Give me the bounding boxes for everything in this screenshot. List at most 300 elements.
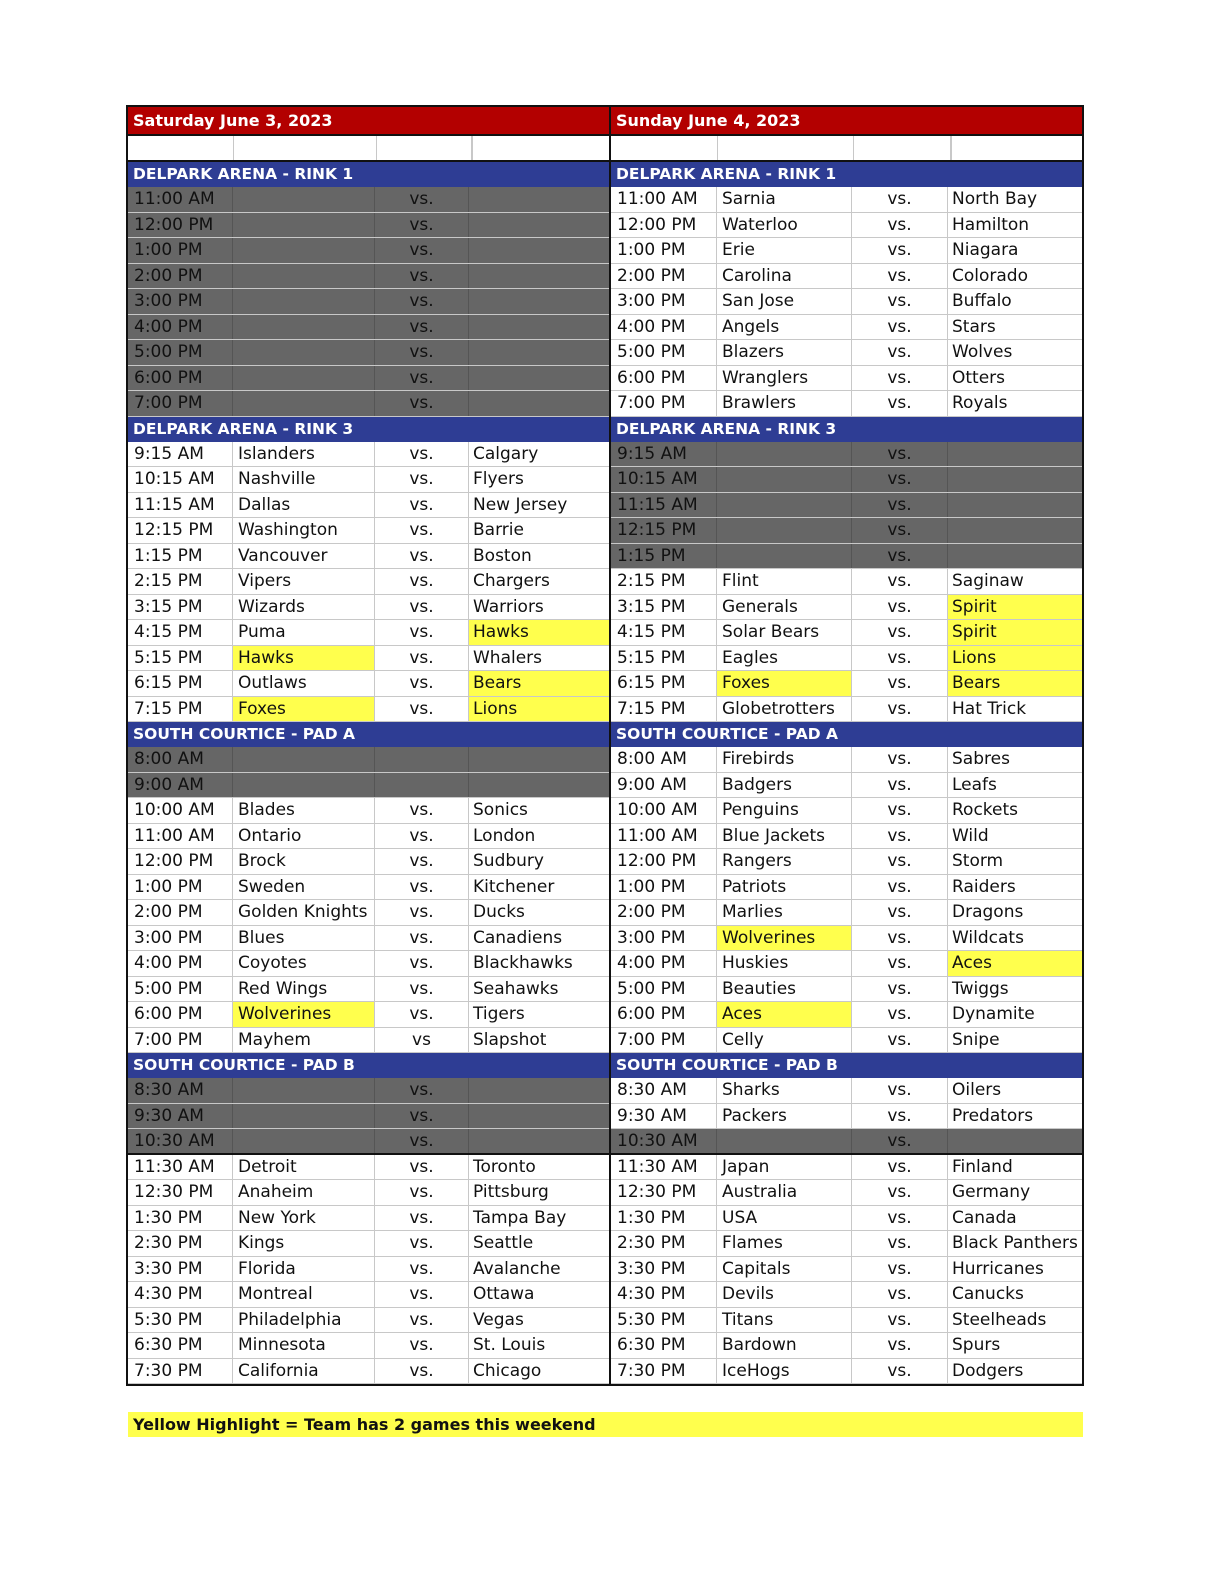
game-time: 4:00 PM — [128, 315, 233, 340]
home-team: Marlies — [717, 900, 852, 925]
game-row — [611, 1282, 1082, 1308]
game-row — [611, 315, 1082, 341]
away-team: Sabres — [952, 749, 1010, 769]
game-row — [611, 1257, 1082, 1283]
home-team: Blazers — [717, 340, 852, 365]
game-row — [128, 569, 609, 595]
versus-label: vs. — [375, 849, 469, 874]
home-team: Erie — [717, 238, 852, 263]
versus-label: vs. — [375, 213, 469, 238]
versus-label: vs. — [852, 1257, 948, 1282]
away-team — [469, 391, 609, 416]
game-row — [611, 569, 1082, 595]
away-team: Raiders — [952, 876, 1016, 897]
home-team — [233, 264, 375, 289]
away-team: Whalers — [473, 647, 543, 668]
versus-label: vs. — [852, 1206, 948, 1231]
game-row — [128, 366, 609, 392]
game-time: 2:15 PM — [611, 569, 717, 594]
versus-label: vs. — [375, 518, 469, 543]
game-time: 12:30 PM — [611, 1180, 717, 1205]
home-team: Beauties — [717, 977, 852, 1002]
venue-header: DELPARK ARENA - RINK 3 — [128, 417, 609, 442]
game-time: 5:15 PM — [128, 646, 233, 671]
game-row — [611, 213, 1082, 239]
home-team: Capitals — [717, 1257, 852, 1282]
away-team — [948, 544, 1082, 569]
versus-label: vs. — [852, 467, 948, 492]
game-row — [611, 773, 1082, 799]
versus-label: vs. — [375, 926, 469, 951]
versus-label: vs. — [852, 544, 948, 569]
home-team — [717, 442, 852, 467]
home-team: Japan — [717, 1155, 852, 1180]
versus-label: vs. — [852, 697, 948, 722]
versus-label: vs. — [852, 900, 948, 925]
game-row — [611, 824, 1082, 850]
versus-label: vs. — [375, 493, 469, 518]
venue-header: SOUTH COURTICE - PAD B — [128, 1053, 609, 1078]
game-time: 2:00 PM — [611, 900, 717, 925]
game-row — [128, 875, 609, 901]
game-row — [128, 773, 609, 799]
game-time: 3:00 PM — [611, 289, 717, 314]
game-time: 9:15 AM — [611, 442, 717, 467]
away-team: Otters — [952, 367, 1006, 388]
versus-label: vs. — [852, 1002, 948, 1027]
game-time: 9:15 AM — [128, 442, 233, 467]
versus-label: vs. — [852, 391, 948, 416]
home-team: Philadelphia — [233, 1308, 375, 1333]
home-team: Australia — [717, 1180, 852, 1205]
home-team: Devils — [717, 1282, 852, 1307]
away-team: Lions — [469, 697, 609, 722]
game-time: 6:00 PM — [611, 1002, 717, 1027]
home-team — [233, 1104, 375, 1129]
away-team: Spirit — [948, 595, 1082, 620]
home-team: Minnesota — [233, 1333, 375, 1358]
game-time: 1:00 PM — [128, 238, 233, 263]
game-row — [611, 671, 1082, 697]
game-time: 3:30 PM — [128, 1257, 233, 1282]
game-time: 8:30 AM — [128, 1078, 233, 1103]
versus-label: vs. — [375, 1206, 469, 1231]
game-time: 1:30 PM — [611, 1206, 717, 1231]
game-row — [611, 1333, 1082, 1359]
game-time: 5:00 PM — [128, 340, 233, 365]
away-team: Snipe — [952, 1029, 1000, 1050]
home-team: Puma — [233, 620, 375, 645]
game-time: 3:00 PM — [611, 926, 717, 951]
game-row — [611, 900, 1082, 926]
away-team: Colorado — [952, 265, 1028, 286]
home-team — [717, 544, 852, 569]
versus-label: vs. — [375, 875, 469, 900]
game-time: 12:00 PM — [611, 213, 717, 238]
game-row — [128, 1282, 609, 1308]
versus-label: vs. — [852, 849, 948, 874]
versus-label: vs. — [852, 569, 948, 594]
versus-label: vs. — [852, 493, 948, 518]
game-row — [128, 264, 609, 290]
game-time: 10:00 AM — [128, 798, 233, 823]
game-time: 4:00 PM — [611, 315, 717, 340]
game-row — [128, 900, 609, 926]
game-time: 6:15 PM — [611, 671, 717, 696]
away-team: Tampa Bay — [473, 1207, 567, 1228]
home-team — [233, 315, 375, 340]
away-team — [469, 340, 609, 365]
versus-label: vs. — [852, 238, 948, 263]
away-team: Chicago — [473, 1360, 542, 1381]
home-team — [233, 773, 375, 798]
versus-label: vs. — [375, 315, 469, 340]
game-time: 6:15 PM — [128, 671, 233, 696]
game-row — [128, 289, 609, 315]
home-team: Ontario — [233, 824, 375, 849]
game-row — [128, 1180, 609, 1206]
versus-label: vs. — [375, 289, 469, 314]
game-time: 7:00 PM — [611, 1028, 717, 1053]
home-team — [233, 340, 375, 365]
away-team — [469, 747, 609, 772]
game-time: 2:30 PM — [611, 1231, 717, 1256]
versus-label: vs. — [375, 1078, 469, 1103]
home-team: Angels — [717, 315, 852, 340]
versus-label: vs. — [375, 900, 469, 925]
game-row — [128, 1359, 609, 1385]
game-row — [611, 646, 1082, 672]
game-row — [611, 1129, 1082, 1155]
game-row — [611, 1206, 1082, 1232]
versus-label: vs. — [852, 1078, 948, 1103]
game-time: 9:00 AM — [128, 773, 233, 798]
versus-label: vs. — [375, 1002, 469, 1027]
away-team — [948, 467, 1082, 492]
game-row — [611, 544, 1082, 570]
game-time: 1:00 PM — [611, 875, 717, 900]
game-time: 1:15 PM — [611, 544, 717, 569]
away-team: Storm — [952, 851, 1004, 871]
home-team — [717, 467, 852, 492]
game-row — [611, 238, 1082, 264]
away-team: Dynamite — [952, 1004, 1035, 1024]
home-team: Bardown — [717, 1333, 852, 1358]
day-header: Saturday June 3, 2023 — [128, 107, 609, 136]
game-row — [128, 467, 609, 493]
game-time: 11:30 AM — [611, 1155, 717, 1180]
home-team: Flames — [717, 1231, 852, 1256]
home-team: Detroit — [233, 1155, 375, 1180]
home-team: Anaheim — [233, 1180, 375, 1205]
game-row — [128, 1129, 609, 1155]
game-time: 4:00 PM — [611, 951, 717, 976]
game-time: 8:30 AM — [611, 1078, 717, 1103]
away-team — [948, 493, 1082, 518]
versus-label: vs. — [852, 1333, 948, 1358]
game-row — [611, 697, 1082, 723]
game-row — [611, 875, 1082, 901]
versus-label: vs. — [852, 671, 948, 696]
away-team: Flyers — [473, 469, 524, 489]
venue-list — [128, 162, 609, 1384]
away-team: Slapshot — [473, 1029, 547, 1050]
home-team: Florida — [233, 1257, 375, 1282]
game-time: 7:30 PM — [611, 1359, 717, 1384]
versus-label: vs. — [852, 1231, 948, 1256]
away-team: Barrie — [473, 520, 524, 540]
game-row — [128, 1257, 609, 1283]
venue-header: SOUTH COURTICE - PAD B — [611, 1053, 1082, 1078]
away-team: Steelheads — [952, 1309, 1047, 1330]
game-row — [128, 697, 609, 723]
away-team — [469, 213, 609, 238]
away-team: Blackhawks — [473, 953, 573, 973]
versus-label: vs. — [375, 1231, 469, 1256]
versus-label: vs. — [375, 697, 469, 722]
away-team: St. Louis — [473, 1335, 546, 1355]
away-team: Bears — [469, 671, 609, 696]
game-time: 7:15 PM — [611, 697, 717, 722]
home-team — [233, 213, 375, 238]
away-team — [469, 264, 609, 289]
away-team: Oilers — [952, 1080, 1002, 1100]
game-row — [611, 1028, 1082, 1054]
versus-label: vs. — [375, 1155, 469, 1180]
game-row — [128, 544, 609, 570]
game-time: 12:15 PM — [128, 518, 233, 543]
home-team: San Jose — [717, 289, 852, 314]
away-team: Ducks — [473, 902, 525, 922]
game-row — [611, 1231, 1082, 1257]
versus-label: vs. — [852, 366, 948, 391]
away-team — [469, 1078, 609, 1103]
away-team: Hat Trick — [952, 698, 1027, 719]
game-time: 7:30 PM — [128, 1359, 233, 1384]
versus-label: vs. — [375, 1359, 469, 1384]
game-time: 11:00 AM — [128, 824, 233, 849]
away-team: Sudbury — [473, 851, 544, 871]
away-team: Canadiens — [473, 927, 563, 948]
versus-label: vs. — [852, 1104, 948, 1129]
game-time: 4:15 PM — [128, 620, 233, 645]
venue-header: SOUTH COURTICE - PAD A — [128, 722, 609, 747]
game-time: 1:00 PM — [611, 238, 717, 263]
game-time: 3:15 PM — [128, 595, 233, 620]
game-row — [611, 1308, 1082, 1334]
game-row — [611, 1078, 1082, 1104]
schedule-sheet — [126, 105, 1084, 1386]
away-team — [948, 1129, 1082, 1153]
home-team — [233, 747, 375, 772]
day-column-saturday — [128, 107, 609, 1384]
game-row — [128, 340, 609, 366]
game-time: 2:00 PM — [128, 900, 233, 925]
home-team: Solar Bears — [717, 620, 852, 645]
away-team: Twiggs — [952, 978, 1009, 999]
away-team: Leafs — [952, 774, 997, 795]
blank-row — [128, 136, 609, 162]
venue-header: DELPARK ARENA - RINK 1 — [611, 162, 1082, 187]
game-row — [128, 747, 609, 773]
versus-label: vs. — [852, 213, 948, 238]
versus-label: vs. — [852, 875, 948, 900]
game-row — [128, 1002, 609, 1028]
versus-label: vs. — [852, 951, 948, 976]
home-team: Rangers — [717, 849, 852, 874]
away-team — [469, 773, 609, 798]
game-time: 9:00 AM — [611, 773, 717, 798]
away-team: Wild — [952, 825, 989, 846]
game-row — [128, 213, 609, 239]
game-row — [128, 442, 609, 468]
game-row — [611, 1002, 1082, 1028]
home-team — [233, 1129, 375, 1153]
game-row — [128, 671, 609, 697]
versus-label: vs. — [852, 518, 948, 543]
home-team: Badgers — [717, 773, 852, 798]
game-row — [611, 366, 1082, 392]
home-team: Firebirds — [717, 747, 852, 772]
home-team — [233, 238, 375, 263]
away-team: Canada — [952, 1207, 1017, 1228]
away-team: Saginaw — [952, 571, 1024, 591]
game-time: 8:00 AM — [611, 747, 717, 772]
away-team: Pittsburg — [473, 1182, 549, 1202]
home-team: Flint — [717, 569, 852, 594]
game-row — [611, 340, 1082, 366]
game-time: 10:15 AM — [611, 467, 717, 492]
game-row — [128, 391, 609, 417]
versus-label — [375, 747, 469, 772]
home-team — [717, 1129, 852, 1153]
game-row — [611, 798, 1082, 824]
versus-label: vs. — [375, 595, 469, 620]
away-team: Dragons — [952, 902, 1024, 922]
game-time: 12:30 PM — [128, 1180, 233, 1205]
versus-label: vs. — [852, 1028, 948, 1053]
game-row — [611, 1155, 1082, 1181]
game-row — [128, 1231, 609, 1257]
game-time: 1:15 PM — [128, 544, 233, 569]
home-team: Aces — [717, 1002, 852, 1027]
game-row — [611, 1359, 1082, 1385]
game-row — [128, 646, 609, 672]
away-team: Spirit — [948, 620, 1082, 645]
versus-label: vs. — [852, 747, 948, 772]
home-team: Huskies — [717, 951, 852, 976]
away-team: Niagara — [952, 240, 1019, 260]
versus-label: vs. — [375, 1333, 469, 1358]
home-team: Sweden — [233, 875, 375, 900]
home-team — [233, 391, 375, 416]
home-team: Wizards — [233, 595, 375, 620]
versus-label: vs. — [375, 646, 469, 671]
away-team: London — [473, 825, 536, 846]
game-row — [611, 747, 1082, 773]
game-time: 5:30 PM — [128, 1308, 233, 1333]
versus-label: vs. — [375, 1129, 469, 1153]
home-team: Golden Knights — [233, 900, 375, 925]
home-team — [233, 187, 375, 212]
game-time: 10:00 AM — [611, 798, 717, 823]
blank-row — [611, 136, 1082, 162]
game-time: 11:15 AM — [611, 493, 717, 518]
versus-label — [375, 773, 469, 798]
game-row — [128, 238, 609, 264]
versus-label: vs. — [852, 289, 948, 314]
game-time: 1:30 PM — [128, 1206, 233, 1231]
home-team: Montreal — [233, 1282, 375, 1307]
home-team: Wranglers — [717, 366, 852, 391]
versus-label: vs. — [852, 773, 948, 798]
game-row — [611, 951, 1082, 977]
away-team: Avalanche — [473, 1258, 561, 1279]
game-time: 2:00 PM — [128, 264, 233, 289]
home-team: Blades — [233, 798, 375, 823]
day-column-sunday — [609, 107, 1082, 1384]
away-team: Kitchener — [473, 876, 555, 897]
game-row — [128, 493, 609, 519]
away-team: Germany — [952, 1182, 1031, 1202]
away-team: North Bay — [952, 189, 1038, 209]
game-time: 3:00 PM — [128, 926, 233, 951]
versus-label: vs. — [375, 340, 469, 365]
game-row — [128, 798, 609, 824]
game-time: 4:00 PM — [128, 951, 233, 976]
versus-label: vs. — [852, 1308, 948, 1333]
away-team: Ottawa — [473, 1284, 535, 1304]
home-team: Brock — [233, 849, 375, 874]
game-row — [128, 977, 609, 1003]
game-row — [611, 926, 1082, 952]
game-time: 10:30 AM — [611, 1129, 717, 1153]
versus-label: vs. — [375, 824, 469, 849]
game-time: 3:30 PM — [611, 1257, 717, 1282]
home-team: Generals — [717, 595, 852, 620]
away-team: Hurricanes — [952, 1258, 1044, 1279]
versus-label: vs. — [852, 264, 948, 289]
game-row — [128, 1155, 609, 1181]
away-team: Bears — [948, 671, 1082, 696]
home-team: IceHogs — [717, 1359, 852, 1384]
game-time: 11:15 AM — [128, 493, 233, 518]
away-team — [469, 366, 609, 391]
away-team: Hawks — [469, 620, 609, 645]
game-row — [611, 620, 1082, 646]
game-time: 3:15 PM — [611, 595, 717, 620]
home-team: Foxes — [717, 671, 852, 696]
game-row — [128, 1206, 609, 1232]
away-team: Toronto — [473, 1156, 536, 1177]
home-team: Vipers — [233, 569, 375, 594]
game-time: 7:00 PM — [611, 391, 717, 416]
home-team: Nashville — [233, 467, 375, 492]
home-team: Patriots — [717, 875, 852, 900]
home-team — [233, 366, 375, 391]
versus-label: vs. — [375, 1308, 469, 1333]
game-time: 10:15 AM — [128, 467, 233, 492]
game-time: 6:00 PM — [128, 1002, 233, 1027]
game-row — [128, 1078, 609, 1104]
versus-label: vs. — [375, 187, 469, 212]
game-row — [611, 467, 1082, 493]
away-team: Royals — [952, 393, 1008, 413]
game-row — [128, 926, 609, 952]
game-row — [128, 951, 609, 977]
game-time: 5:00 PM — [611, 977, 717, 1002]
home-team: Red Wings — [233, 977, 375, 1002]
